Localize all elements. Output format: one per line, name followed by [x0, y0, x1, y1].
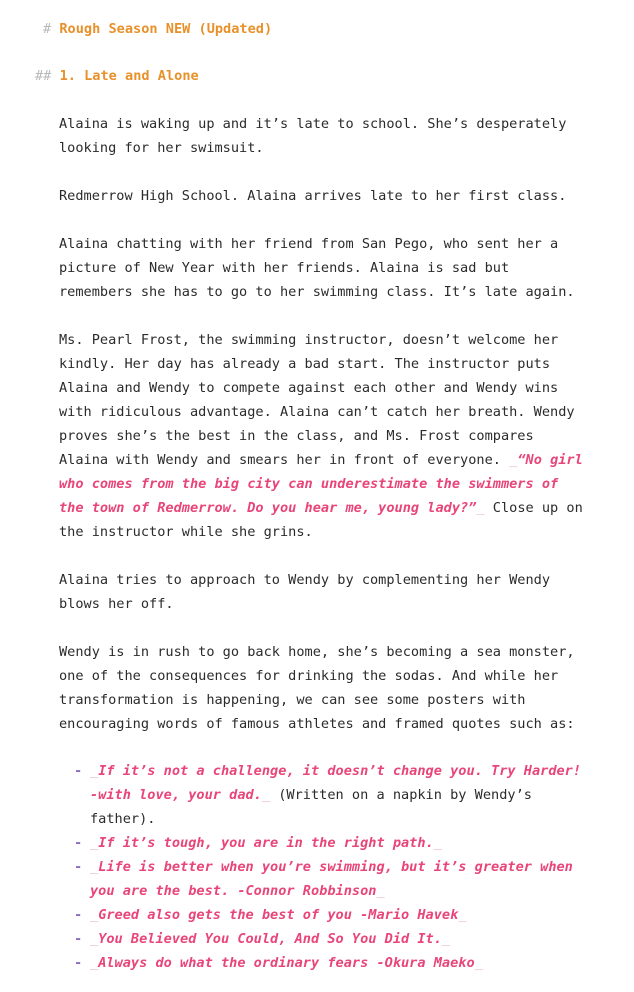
text-line: transformation is happening, we can see some posters with [59, 692, 526, 708]
paragraph-friend-chat [59, 232, 619, 304]
emphasis-marker: _ [261, 787, 271, 803]
text-line: proves she’s the best in the class, and Ms. Frost compares [59, 428, 534, 444]
text-line: the instructor while she grins. [59, 524, 313, 540]
list-item [74, 855, 624, 903]
instructor-quote [59, 500, 485, 516]
emphasis-marker: _ [90, 955, 99, 971]
section-heading-text: 1. Late and Alone [59, 68, 199, 84]
text-line: looking for her swimsuit. [59, 140, 264, 156]
list-item [74, 927, 624, 951]
text-line [59, 448, 619, 472]
list-bullet: - [74, 931, 83, 947]
heading-marker: # [43, 21, 52, 37]
quote-text: the town of Redmerrow. Do you hear me, young lady?” [59, 500, 477, 516]
text-line: encouraging words of famous athletes and framed quotes such as: [59, 716, 575, 732]
instructor-quote [509, 452, 583, 468]
emphasis-marker: _ [376, 883, 385, 899]
quote-text: If it’s not a challenge, it doesn’t change you. Try Harder! [98, 763, 582, 779]
text-line [90, 783, 624, 807]
text-line [90, 903, 624, 927]
emphasis-marker: _ [90, 907, 99, 923]
list-item [74, 831, 624, 855]
emphasis-marker: _ [441, 931, 451, 947]
list-item [74, 951, 624, 975]
quotes-list [74, 759, 624, 975]
text-line: picture of New Year with her friends. Alaina is sad but [59, 260, 510, 276]
text-line: blows her off. [59, 596, 174, 612]
quote-text: Greed also gets the best of you -Mario Havek [98, 907, 459, 923]
text-line: remembers she has to go to her swimming class. It’s late again. [59, 284, 575, 300]
paragraph-approach-wendy [59, 568, 619, 616]
list-bullet: - [74, 835, 83, 851]
emphasis-marker: _ [90, 931, 99, 947]
quote-text: Life is better when you’re swimming, but it’s greater when [98, 859, 573, 875]
text-line: Alaina chatting with her friend from San Pego, who sent her a [59, 236, 559, 252]
quote-text: “No girl [517, 452, 583, 468]
list-item [74, 903, 624, 927]
paragraph-waking-up [59, 112, 619, 160]
emphasis-marker: _ [90, 763, 99, 779]
text-line [90, 831, 624, 855]
emphasis-marker: _ [509, 452, 518, 468]
list-bullet: - [74, 955, 83, 971]
paragraph-sea-monster [59, 640, 619, 736]
emphasis-marker: _ [458, 907, 467, 923]
text-line [59, 496, 619, 520]
text-line: Alaina is waking up and it’s late to school. She’s desperately [59, 116, 567, 132]
text-line: kindly. Her day has already a bad start. The instructor puts [59, 356, 551, 372]
quote-text: If it’s tough, you are in the right path. [98, 835, 434, 851]
quote-text: Always do what the ordinary fears -Okura Maeko [98, 955, 475, 971]
emphasis-marker: _ [90, 835, 99, 851]
emphasis-marker: _ [433, 835, 442, 851]
plain-text: (Written on a napkin by Wendy’s [270, 787, 532, 803]
text-line: Ms. Pearl Frost, the swimming instructor, doesn’t welcome her [59, 332, 559, 348]
list-bullet: - [74, 907, 83, 923]
document-title-text: Rough Season NEW (Updated) [59, 21, 273, 37]
heading-marker: ## [35, 68, 52, 84]
text-line [90, 879, 624, 903]
text-line: Alaina tries to approach to Wendy by complementing her Wendy [59, 572, 551, 588]
emphasis-marker: _ [90, 859, 99, 875]
text-line [90, 951, 624, 975]
text-line: Wendy is in rush to go back home, she’s becoming a sea monster, [59, 644, 575, 660]
emphasis-marker: _ [476, 500, 485, 516]
quote-text: you are the best. -Connor Robbinson [90, 883, 377, 899]
instructor-quote-line: who comes from the big city can underestimate the swimmers of [59, 476, 559, 492]
quote-text: You Believed You Could, And So You Did It. [98, 931, 442, 947]
text-line: with ridiculous advantage. Alaina can’t catch her breath. Wendy [59, 404, 575, 420]
text-line [90, 855, 624, 879]
text-line: Redmerrow High School. Alaina arrives late to her first class. [59, 188, 567, 204]
text-line: Alaina and Wendy to compete against each other and Wendy wins [59, 380, 559, 396]
plain-text: Alaina with Wendy and smears her in front of everyone. [59, 452, 510, 468]
text-line [90, 927, 624, 951]
section-heading [35, 64, 199, 88]
list-item [74, 759, 624, 831]
list-bullet: - [74, 763, 83, 779]
list-bullet: - [74, 859, 83, 875]
text-line: one of the consequences for drinking the sodas. And while her [59, 668, 559, 684]
quote-text: -with love, your dad. [90, 787, 262, 803]
text-line [90, 759, 624, 783]
text-line: father). [90, 811, 156, 827]
emphasis-marker: _ [474, 955, 483, 971]
paragraph-swimming-instructor [59, 328, 619, 544]
paragraph-high-school [59, 184, 619, 208]
plain-text: Close up on [484, 500, 583, 516]
document-title [43, 17, 272, 41]
